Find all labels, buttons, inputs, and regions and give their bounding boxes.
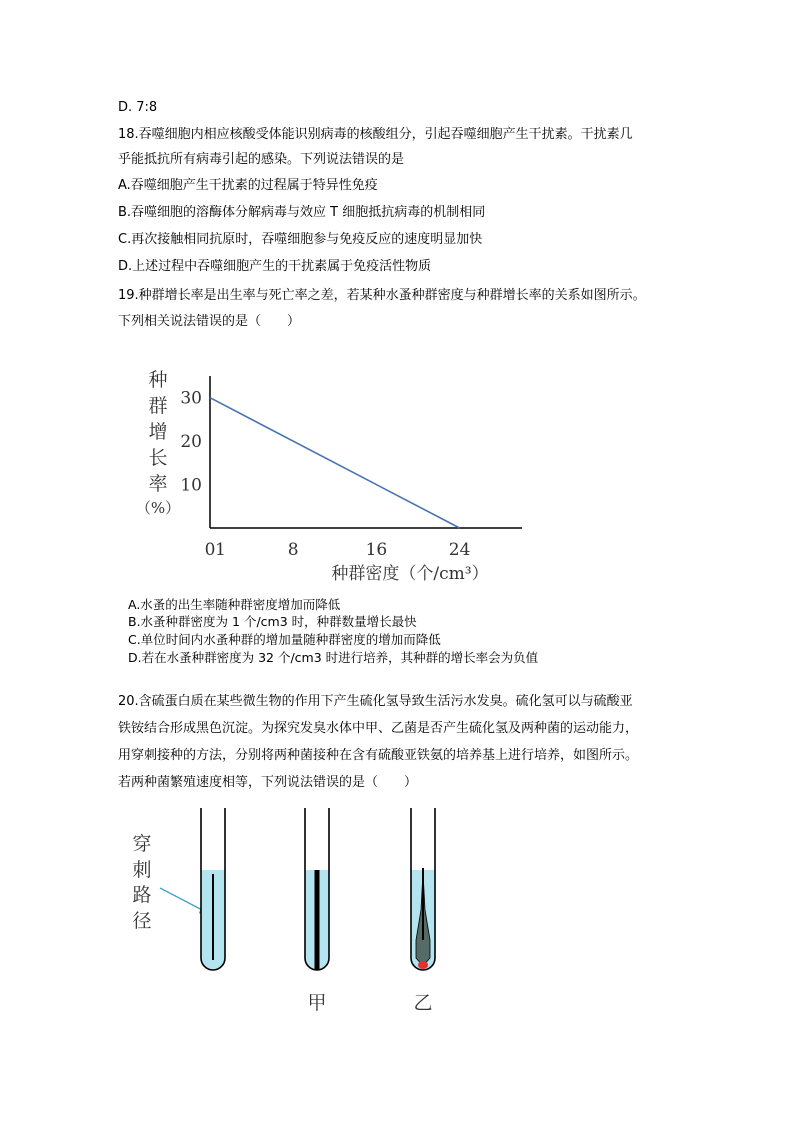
tube-yi-bottom-red [418,961,428,969]
growth-rate-chart [0,350,794,590]
q18-option-b: B.吞噬细胞的溶酶体分解病毒与效应 T 细胞抵抗病毒的机制相同 [118,205,486,220]
q18-option-c: C.再次接触相同抗原时，吞噬细胞参与免疫反应的速度明显加快 [118,232,483,247]
chart-series-line [210,398,460,528]
tube-jia [305,808,329,970]
stab-culture-figure [0,800,794,1020]
chart-y-tick-label: 20 [180,432,202,453]
q20-stem-line3: 用穿刺接种的方法，分别将两种菌接种在含有硫酸亚铁氨的培养基上进行培养，如图所示。 [118,748,639,763]
q19-option-b: B.水蚤种群密度为 1 个/cm3 时，种群数量增长最快 [128,614,417,629]
q19-stem-line2: 下列相关说法错误的是（ ） [118,314,301,329]
q20-stem-line4: 若两种菌繁殖速度相等，下列说法错误的是（ ） [118,775,418,790]
q18-option-d: D.上述过程中吞噬细胞产生的干扰素属于免疫活性物质 [118,259,432,274]
chart-y-tick-label: 30 [180,388,202,409]
chart-x-tick-label: 8 [287,540,299,560]
chart-xlabel: 种群密度（个/cm³） [331,564,489,584]
path-label-char-1: 刺 [132,859,152,881]
chart-y-tick-label: 10 [180,475,202,496]
path-label-char-3: 径 [132,910,152,932]
q20-stem-line2: 铁铵结合形成黑色沉淀。为探究发臭水体中甲、乙菌是否产生硫化氢及两种菌的运动能力， [118,721,639,736]
q18-option-a: A.吞噬细胞产生干扰素的过程属于特异性免疫 [118,178,378,193]
q17-option-d: D. 7:8 [118,100,158,115]
q19-option-c: C.单位时间内水蚤种群的增加量随种群密度的增加而降低 [128,632,441,647]
chart-ylabel-char-1: 群 [148,395,168,417]
path-label-char-0: 穿 [132,833,152,855]
chart-x-tick-label: 16 [365,540,388,560]
chart-ylabel-unit: （%） [135,499,181,517]
q19-option-d: D.若在水蚤种群密度为 32 个/cm3 时进行培养，其种群的增长率会为负值 [128,650,539,665]
chart-ylabel-char-3: 长 [148,447,168,469]
chart-ylabel-char-0: 种 [148,369,168,391]
tube-jia-label: 甲 [307,992,327,1014]
tube-yi-label: 乙 [413,992,433,1014]
tube-yi [411,808,435,970]
chart-ylabel-char-4: 率 [148,473,168,495]
q19-option-a: A.水蚤的出生率随种群密度增加而降低 [128,597,341,612]
chart-x-tick-label: 0 [204,540,216,560]
chart-x-tick-label: 1 [214,540,226,560]
q19-stem-line1: 19.种群增长率是出生率与死亡率之差，若某种水蚤种群密度与种群增长率的关系如图所示。 [118,288,646,303]
tube-reference [201,808,225,970]
chart-ylabel-char-2: 增 [148,421,168,443]
path-label-char-2: 路 [132,884,152,906]
q18-stem-line2: 乎能抵抗所有病毒引起的感染。下列说法错误的是 [118,152,405,167]
chart-x-tick-label: 24 [448,540,471,560]
q20-stem-line1: 20.含硫蛋白质在某些微生物的作用下产生硫化氢导致生活污水发臭。硫化氢可以与硫酸亚 [118,694,633,709]
q18-stem-line1: 18.吞噬细胞内相应核酸受体能识别病毒的核酸组分，引起吞噬细胞产生干扰素。干扰素几 [118,127,633,142]
